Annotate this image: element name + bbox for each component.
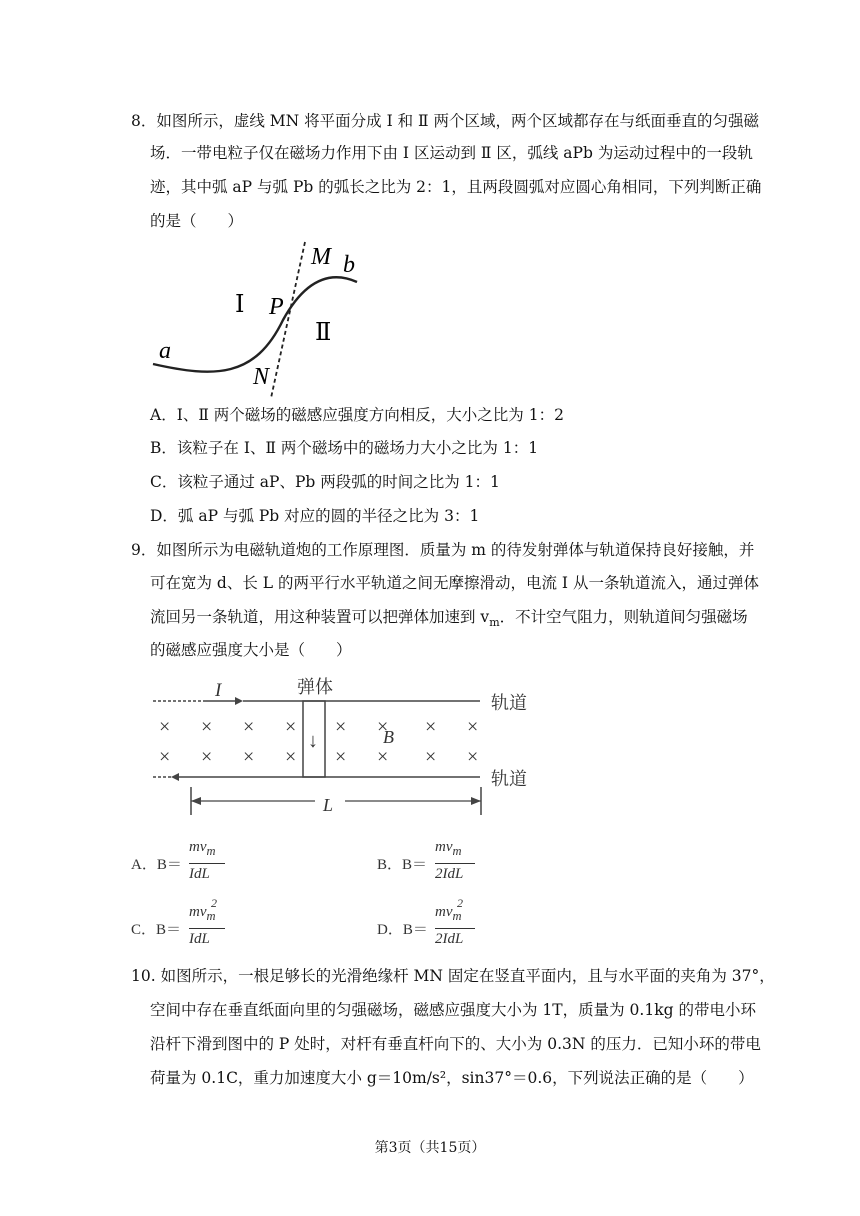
q8-option-b: B．该粒子在 Ⅰ、Ⅱ 两个磁场中的磁场力大小之比为 1：1 (150, 439, 539, 457)
option-d-denominator: 2IdL (435, 931, 464, 947)
option-c-numerator: mv 2 $_m$ (189, 896, 217, 923)
field-cross: × (243, 716, 255, 738)
q10-line-1: 10. 如图所示，一根足够长的光滑绝缘杆 MN 固定在竖直平面内，且与水平面的夹角为 37°， (131, 967, 775, 985)
label-region-I: Ⅰ (235, 292, 245, 318)
option-a-fraction-bar (189, 863, 225, 864)
option-d-numerator: mv 2 $_m$ (435, 896, 463, 923)
field-cross: × (377, 716, 389, 738)
label-N: N (253, 364, 270, 390)
label-rail-top: 轨道 (491, 693, 527, 713)
label-B: B (383, 727, 394, 747)
field-cross: × (425, 746, 437, 768)
current-arrow-head (235, 697, 243, 705)
down-arrow: ↓ (308, 730, 318, 752)
field-cross: × (159, 716, 171, 738)
page-footer: 第3页（共15页） (374, 1140, 486, 1156)
q9-option-d (377, 896, 577, 956)
q9-line-3-start: 流回另一条轨道，用这种装置可以把弹体加速到 v (150, 608, 490, 626)
field-cross: × (467, 746, 479, 768)
field-cross: × (425, 716, 437, 738)
option-d-label: D．B＝ (377, 922, 428, 938)
q10-line-2: 空间中存在垂直纸面向里的匀强磁场，磁感应强度大小为 1T，质量为 0.1kg 的带电小环 (150, 1001, 756, 1019)
q8-line-3: 迹，其中弧 aP 与弧 Pb 的弧长之比为 2：1，且两段圆弧对应圆心角相同，下列判断正确 (150, 178, 762, 196)
q9-option-c (131, 896, 331, 956)
label-L: L (323, 795, 334, 815)
label-rail-bottom: 轨道 (491, 769, 527, 789)
q10-line-4: 荷量为 0.1C，重力加速度大小 g＝10m/s²，sin37°＝0.6，下列说法正确的是（ ） (150, 1069, 754, 1087)
option-c-denominator: IdL (189, 931, 210, 947)
field-cross: × (243, 746, 255, 768)
field-cross: × (159, 746, 171, 768)
q9-line-1: 9．如图所示为电磁轨道炮的工作原理图．质量为 m 的待发射弹体与轨道保持良好接触，并 (131, 541, 755, 559)
field-cross: × (201, 746, 213, 768)
field-cross: × (335, 716, 347, 738)
q8-option-c: C．该粒子通过 aP、Pb 两段弧的时间之比为 1：1 (150, 473, 500, 491)
q9-line-3-end: ．不计空气阻力，则轨道间匀强磁场 (499, 608, 748, 626)
option-a-label: A．B＝ (131, 857, 182, 873)
option-c-label: C．B＝ (131, 922, 182, 938)
option-a-numerator: $mv_m$ (189, 839, 216, 858)
mn-dashed-line (271, 242, 305, 398)
field-cross: × (377, 746, 389, 768)
option-c-fraction-bar (189, 928, 225, 929)
q8-figure (145, 238, 375, 400)
field-cross: × (285, 746, 297, 768)
q8-line-4: 的是（ ） (150, 212, 244, 230)
q9-option-a (131, 839, 331, 889)
q9-line-2: 可在宽为 d、长 L 的两平行水平轨道之间无摩擦滑动，电流 I 从一条轨道流入，通过弹体 (150, 574, 759, 592)
label-a: a (159, 338, 171, 364)
q9-line-4: 的磁感应强度大小是（ ） (150, 641, 352, 659)
label-region-II: Ⅱ (315, 320, 332, 346)
option-d-fraction-bar (435, 928, 475, 929)
field-cross: × (335, 746, 347, 768)
q10-line-3: 沿杆下滑到图中的 P 处时，对杆有垂直杆向下的、大小为 0.3N 的压力．已知小环的带电 (150, 1035, 761, 1053)
option-b-numerator: $mv_m$ (435, 839, 462, 858)
dim-arrow-left (191, 797, 201, 805)
option-b-label: B．B＝ (377, 857, 428, 873)
field-crosses (159, 716, 478, 768)
q8-line-2: 场．一带电粒子仅在磁场力作用下由 Ⅰ 区运动到 Ⅱ 区，弧线 aPb 为运动过程中的一段轨 (150, 144, 753, 162)
q9-option-b (377, 839, 577, 889)
option-b-denominator: 2IdL (435, 866, 464, 882)
q8-option-d: D．弧 aP 与弧 Pb 对应的圆的半径之比为 3：1 (150, 507, 480, 525)
q8-option-a: A．Ⅰ、Ⅱ 两个磁场的磁感应强度方向相反，大小之比为 1：2 (150, 406, 564, 424)
label-P: P (269, 294, 284, 320)
q9-line-3 (150, 606, 748, 634)
dim-arrow-right (471, 797, 481, 805)
label-dan-ti: 弹体 (297, 677, 333, 697)
label-M: M (311, 244, 331, 270)
q8-line-1: 8．如图所示，虚线 MN 将平面分成 Ⅰ 和 Ⅱ 两个区域，两个区域都存在与纸面垂直的匀强磁 (131, 112, 760, 130)
label-current-I: I (215, 680, 222, 701)
option-b-fraction-bar (435, 863, 475, 864)
q9-figure (145, 675, 535, 815)
field-cross: × (201, 716, 213, 738)
return-arrow-head (171, 773, 179, 781)
field-cross: × (285, 716, 297, 738)
field-cross: × (467, 716, 479, 738)
vm-subscript: m (489, 616, 500, 630)
label-b: b (343, 252, 355, 278)
option-a-denominator: IdL (189, 866, 210, 882)
